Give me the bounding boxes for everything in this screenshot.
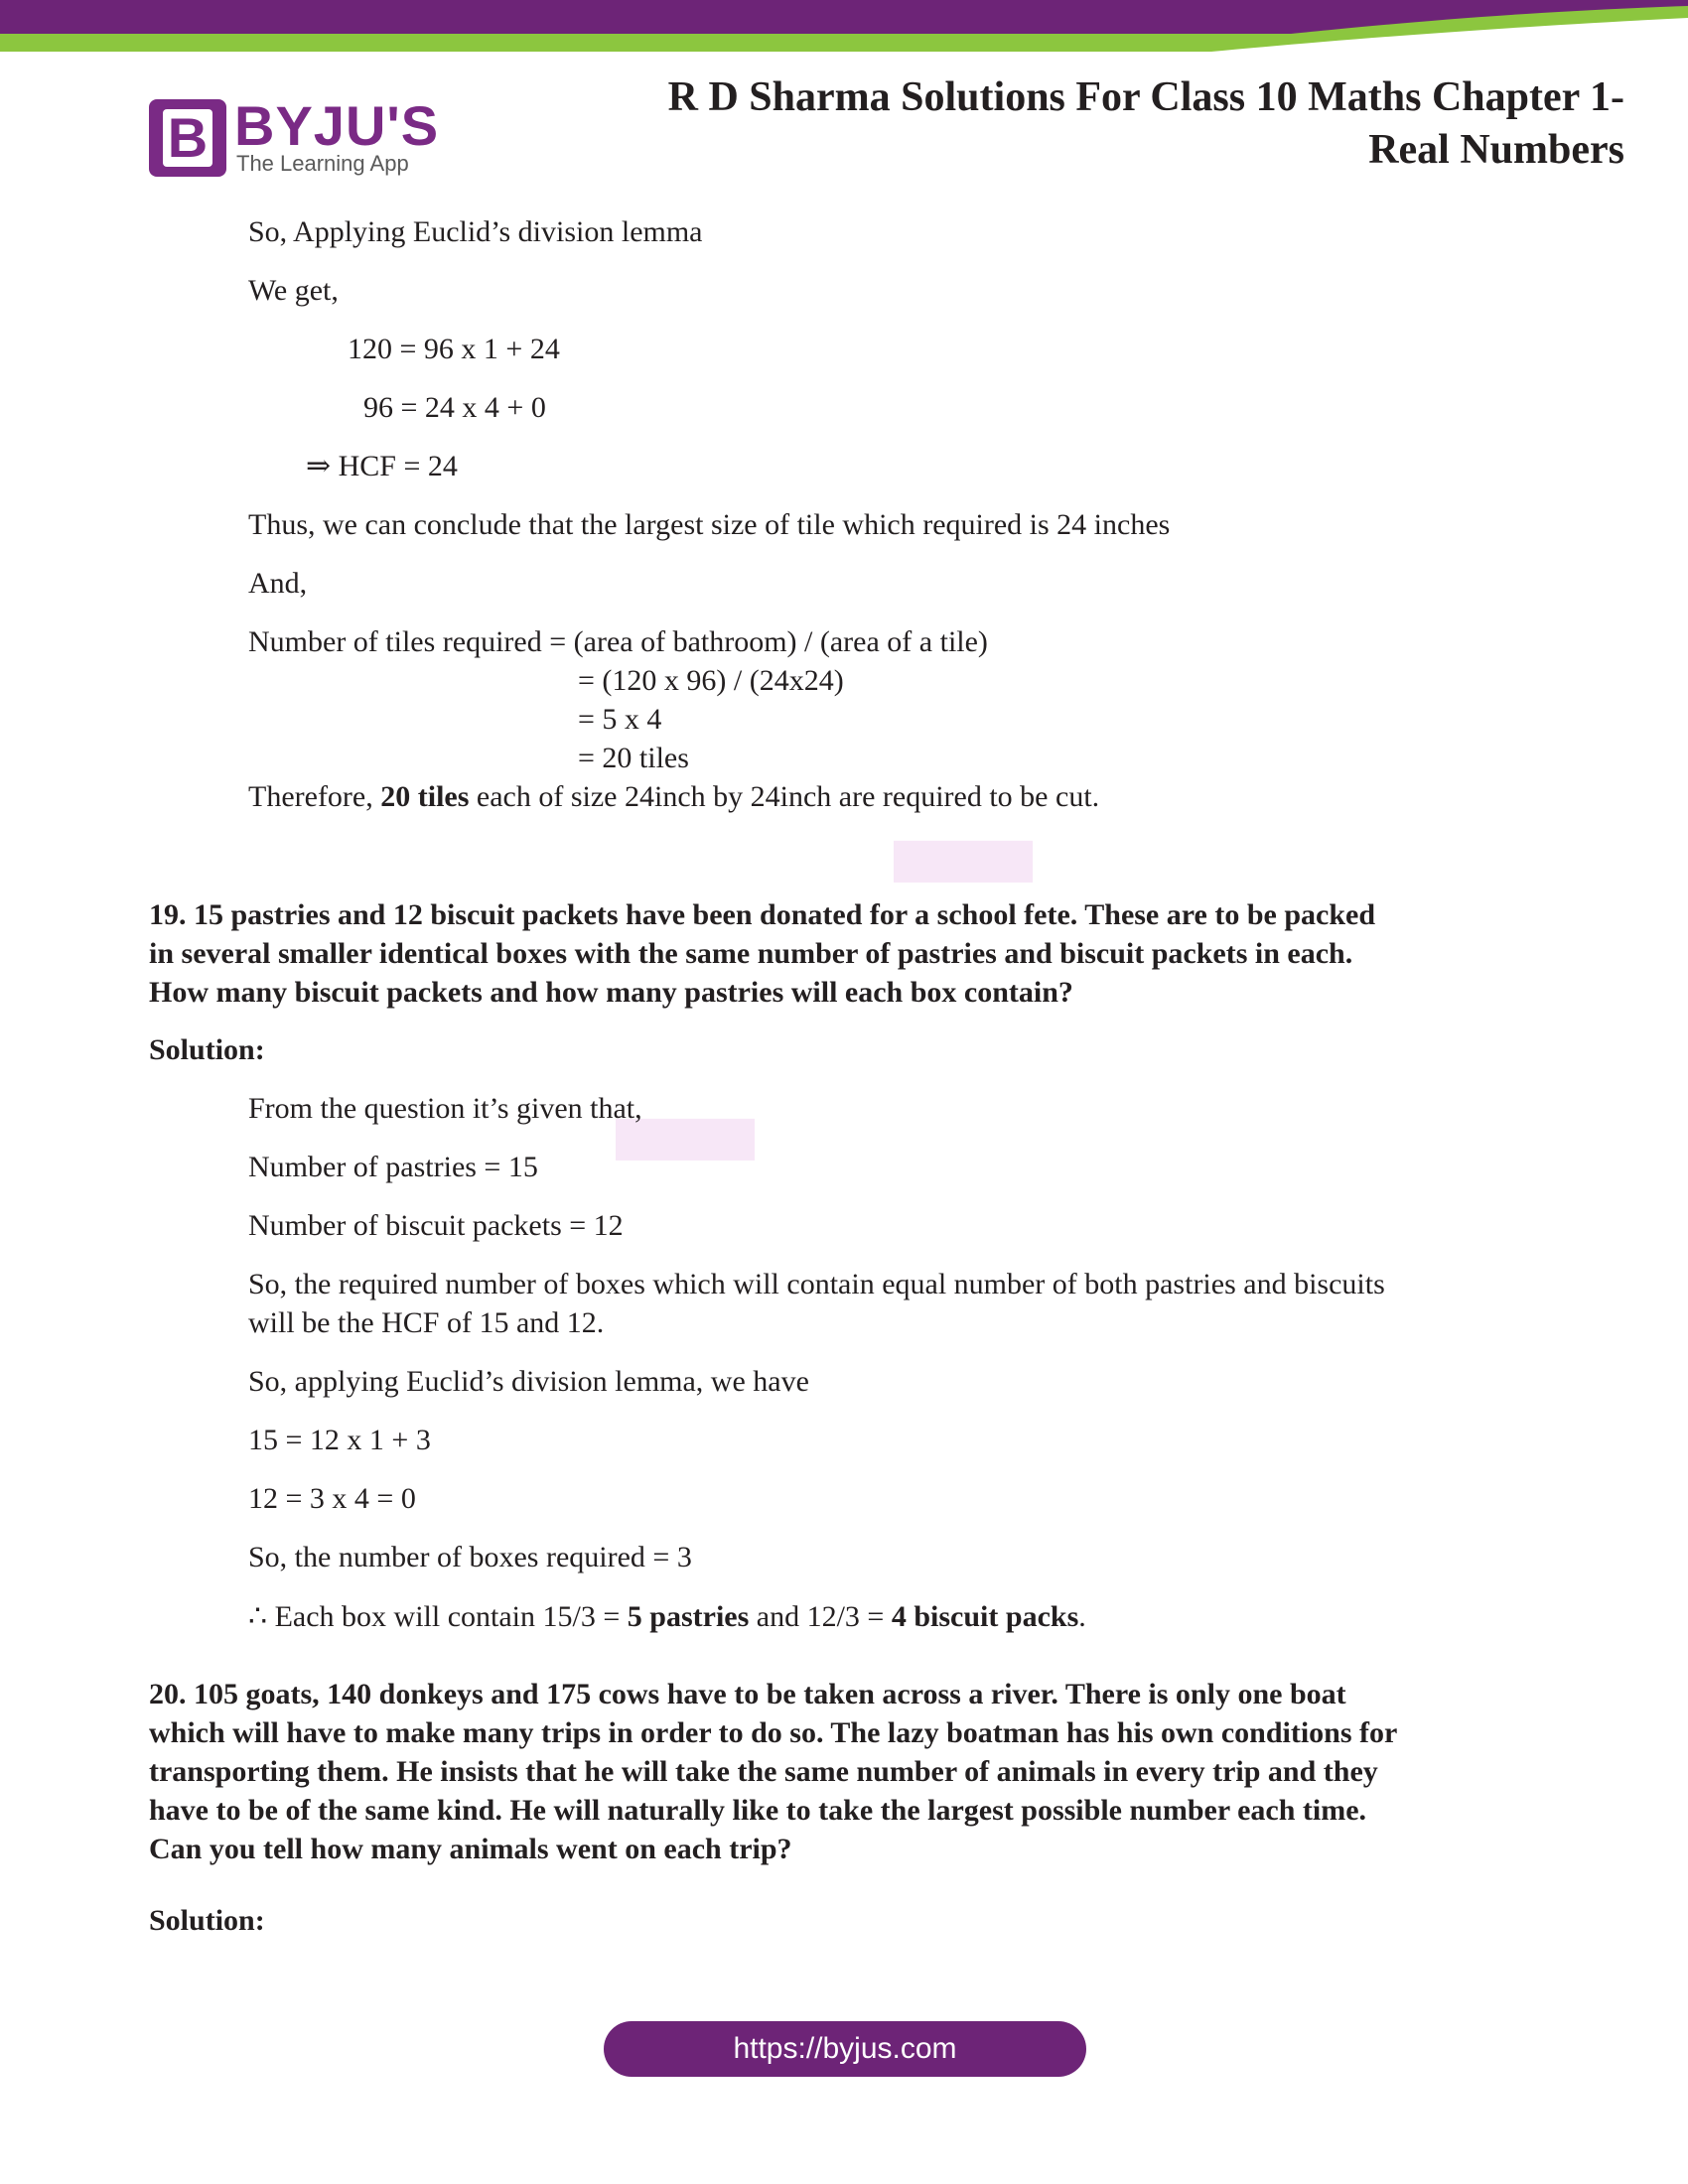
- question-20-text: transporting them. He insists that he will take the same number of animals in every trip and they: [149, 1755, 1378, 1788]
- answer-highlight: 5 pastries: [627, 1600, 750, 1633]
- question-20-text: which will have to make many trips in order to do so. The lazy boatman has his own conditions for: [149, 1716, 1398, 1749]
- text-line: So, Applying Euclid’s division lemma: [248, 215, 703, 248]
- text-line: Number of biscuit packets = 12: [248, 1209, 624, 1242]
- answer-text: ∴ Each box will contain 15/3 =: [248, 1600, 628, 1633]
- equation-line: 120 = 96 x 1 + 24: [348, 333, 560, 365]
- text-line: Thus, we can conclude that the largest size of tile which required is 24 inches: [248, 508, 1171, 541]
- answer-highlight: 20 tiles: [380, 780, 470, 813]
- logo-tagline: The Learning App: [236, 151, 409, 176]
- equation-line: = 20 tiles: [578, 742, 689, 774]
- byjus-logo: [149, 94, 447, 179]
- answer-text: and 12/3 =: [749, 1600, 892, 1633]
- text-line: And,: [248, 567, 308, 600]
- text-line: Number of pastries = 15: [248, 1151, 538, 1183]
- answer-text: each of size 24inch by 24inch are required to be cut.: [469, 780, 1100, 813]
- logo-mark: [149, 99, 226, 177]
- answer-line: [248, 1598, 1086, 1636]
- question-19-text: in several smaller identical boxes with the same number of pastries and biscuit packets in each.: [149, 937, 1353, 970]
- footer-url-link[interactable]: https://byjus.com: [604, 2021, 1086, 2077]
- text-line: So, the required number of boxes which will contain equal number of both pastries and biscuits: [248, 1268, 1385, 1300]
- equation-line: 96 = 24 x 4 + 0: [363, 391, 546, 424]
- logo-letter: B: [163, 109, 212, 167]
- question-19-text: How many biscuit packets and how many pastries will each box contain?: [149, 976, 1073, 1009]
- text-line: So, the number of boxes required = 3: [248, 1541, 692, 1573]
- equation-line: 15 = 12 x 1 + 3: [248, 1424, 431, 1456]
- watermark: ▬: [894, 756, 1033, 912]
- question-20-text: have to be of the same kind. He will naturally like to take the largest possible number each time.: [149, 1794, 1367, 1827]
- watermark: ▬: [616, 1034, 755, 1190]
- equation-line: = 5 x 4: [578, 703, 662, 736]
- answer-text: Therefore,: [248, 780, 381, 813]
- text-line: From the question it’s given that,: [248, 1092, 642, 1125]
- equation-line: 12 = 3 x 4 = 0: [248, 1482, 416, 1515]
- logo-name: BYJU'S: [234, 94, 440, 157]
- solution-label: Solution:: [149, 1033, 265, 1066]
- page-title-line1: R D Sharma Solutions For Class 10 Maths Chapter 1-: [667, 74, 1624, 120]
- equation-line: = (120 x 96) / (24x24): [578, 664, 844, 697]
- answer-text: .: [1078, 1600, 1086, 1633]
- question-20-text: Can you tell how many animals went on each trip?: [149, 1833, 792, 1865]
- solution-label: Solution:: [149, 1904, 265, 1937]
- equation-line: ⇒ HCF = 24: [306, 450, 458, 482]
- answer-line: [248, 778, 1099, 816]
- text-line: will be the HCF of 15 and 12.: [248, 1306, 605, 1339]
- top-banner-stripe: [0, 0, 1688, 60]
- answer-highlight: 4 biscuit packs: [891, 1600, 1079, 1633]
- page-title: [532, 71, 1624, 177]
- question-20-text: 20. 105 goats, 140 donkeys and 175 cows have to be taken across a river. There is only one boat: [149, 1678, 1346, 1710]
- equation-line: Number of tiles required = (area of bathroom) / (area of a tile): [248, 625, 988, 658]
- question-19-text: 19. 15 pastries and 12 biscuit packets have been donated for a school fete. These are to be packed: [149, 898, 1376, 931]
- text-line: So, applying Euclid’s division lemma, we have: [248, 1365, 809, 1398]
- page-title-line2: Real Numbers: [1368, 127, 1624, 173]
- text-line: We get,: [248, 274, 339, 307]
